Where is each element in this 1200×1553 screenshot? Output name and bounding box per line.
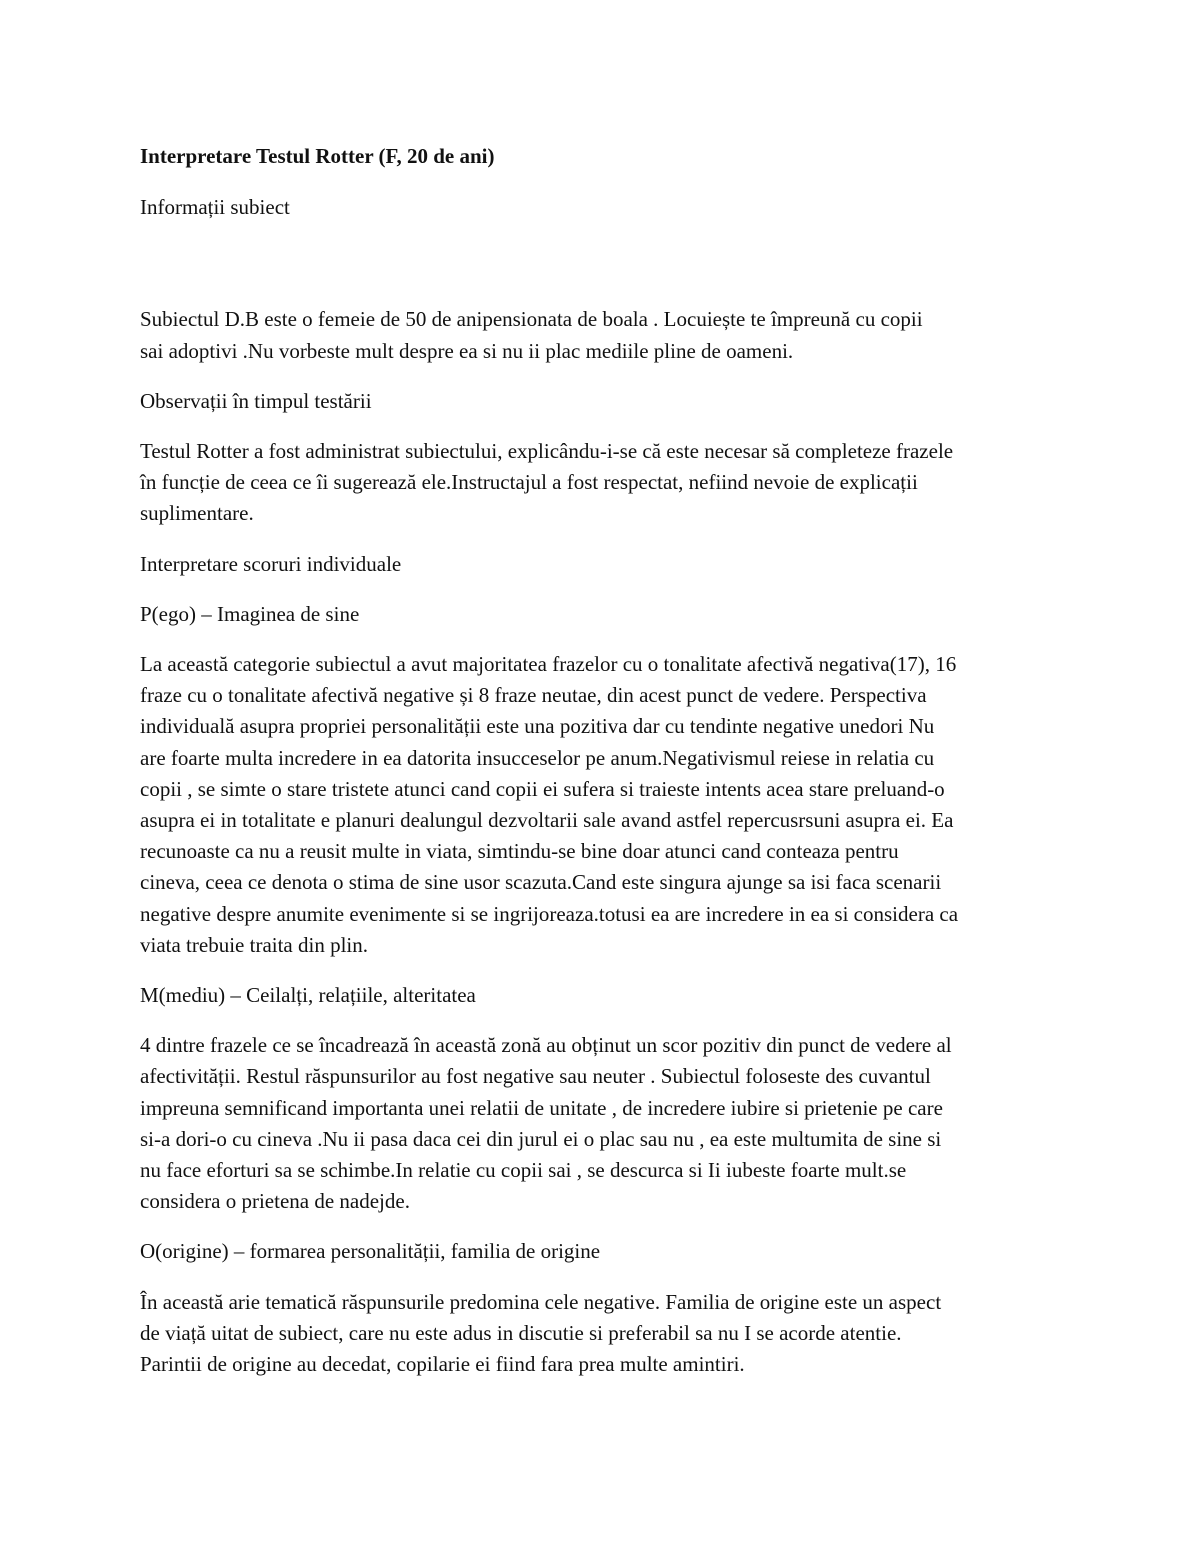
text-line: în funcție de ceea ce îi sugerează ele.Instructajul a fost respectat, nefiind nevoie de explicații [140,470,918,495]
text-line: considera o prietena de nadejde. [140,1189,410,1214]
text-line: individuală asupra propriei personalității este una pozitiva dar cu tendinte negative unedori Nu [140,714,935,739]
info-heading: Informații subiect [140,195,290,220]
section-paragraph-mediu [140,1030,1070,1217]
scores-heading: Interpretare scoruri individuale [140,551,402,576]
text-line: 4 dintre frazele ce se încadrează în această zonă au obținut un scor pozitiv din punct de vedere al [140,1033,952,1058]
section-paragraph-origine [140,1287,1070,1381]
text-line: afectivității. Restul răspunsurilor au fost negative sau neuter . Subiectul foloseste des cuvantul [140,1064,931,1089]
text-line: Parintii de origine au decedat, copilarie ei fiind fara prea multe amintiri. [140,1352,745,1377]
observations-paragraph [140,436,1070,530]
text-line: cineva, ceea ce denota o stima de sine usor scazuta.Cand este singura ajunge sa isi faca scenarii [140,870,942,895]
text-line: impreuna semnificand importanta unei relatii de unitate , de incredere iubire si prietenie pe care [140,1095,943,1120]
text-line: suplimentare. [140,501,254,526]
observations-heading: Observații în timpul testării [140,388,372,413]
subject-paragraph [140,304,1070,366]
section-heading-ego: P(ego) – Imaginea de sine [140,601,360,626]
section-heading-origine: O(origine) – formarea personalității, familia de origine [140,1239,601,1264]
text-line: recunoaste ca nu a reusit multe in viata, simtindu-se bine doar atunci cand conteaza pentru [140,839,899,864]
document-page [140,141,1070,1399]
text-line: În această arie tematică răspunsurile predomina cele negative. Familia de origine este un aspect [140,1289,942,1314]
text-line: viata trebuie traita din plin. [140,932,369,957]
section-heading-mediu: M(mediu) – Ceilalți, relațiile, alteritatea [140,983,476,1008]
text-line: fraze cu o tonalitate afectivă negative și 8 fraze neutae, din acest punct de vedere. Perspectiva [140,683,927,708]
text-line: si-a dori-o cu cineva .Nu ii pasa daca cei din jurul ei o plac sau nu , ea este multumita de sine si [140,1126,942,1151]
text-line: Subiectul D.B este o femeie de 50 de anipensionata de boala . Locuiește te împreună cu copii [140,307,923,332]
text-line: nu face eforturi sa se schimbe.In relatie cu copii sai , se descurca si Ii iubeste foarte mult.se [140,1158,907,1183]
text-line: asupra ei in totalitate e planuri dealungul dezvoltarii sale avand astfel repercusrsuni asupra ei. Ea [140,808,954,833]
text-line: negative despre anumite evenimente si se ingrijoreaza.totusi ea are incredere in ea si considera ca [140,901,959,926]
text-line: are foarte multa incredere in ea datorita insucceselor pe anum.Negativismul reiese in relatia cu [140,745,935,770]
text-line: Testul Rotter a fost administrat subiectului, explicându-i-se că este necesar să completeze frazele [140,439,954,464]
text-line: La această categorie subiectul a avut majoritatea frazelor cu o tonalitate afectivă negativa(17), 16 [140,652,957,677]
section-paragraph-ego [140,649,1070,961]
document-title: Interpretare Testul Rotter (F, 20 de ani) [140,144,495,168]
text-line: de viață uitat de subiect, care nu este adus in discutie si preferabil sa nu I se acorde atentie. [140,1320,902,1345]
text-line: sai adoptivi .Nu vorbeste mult despre ea si nu ii plac mediile pline de oameni. [140,338,794,363]
text-line: copii , se simte o stare tristete atunci cand copii ei sufera si traieste intents acea stare preluand-o [140,776,945,801]
